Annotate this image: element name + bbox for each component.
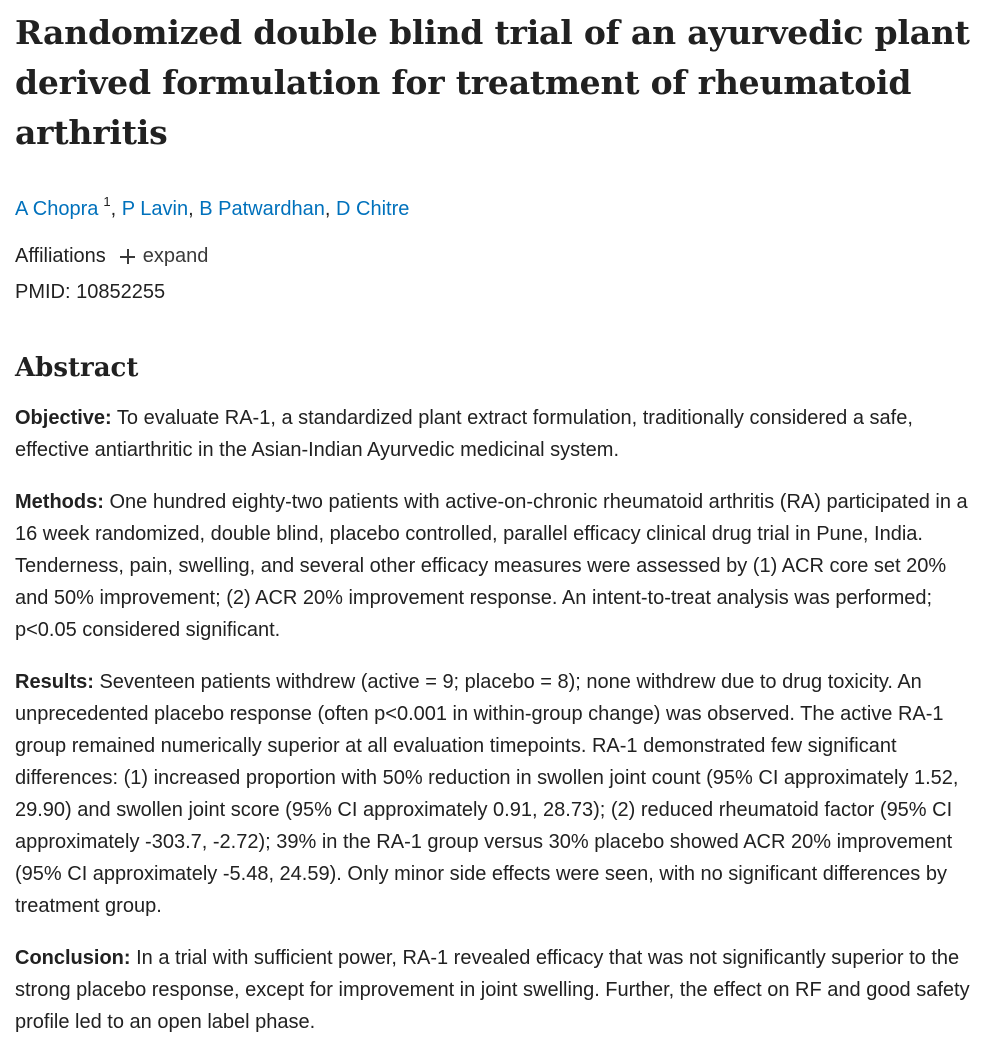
section-label: Objective:: [15, 407, 112, 429]
author-separator: ,: [324, 198, 336, 220]
author-separator: ,: [110, 198, 122, 220]
affiliation-sup[interactable]: 1: [103, 194, 111, 209]
pmid: PMID: 10852255: [15, 281, 166, 303]
author-link[interactable]: [15, 194, 111, 220]
author-link[interactable]: P Lavin: [121, 198, 189, 220]
expand-label: expand: [142, 245, 209, 267]
section-text: One hundred eighty-two patients with active-on-chronic rheumatoid arthritis (RA) participated in a 16 week randomized, double blind, placebo controlled, parallel efficacy clinical drug trial in Pune, India. Tenderness, pain, swelling, and several other efficacy measures were assessed by (1) ACR core set 20% and 50% improvement; (2) ACR 20% improvement response. An intent-to-treat analysis was performed; p<0.05 considered significant.: [15, 491, 968, 641]
affiliations-label: Affiliations: [15, 245, 106, 267]
abstract-heading: Abstract: [15, 353, 139, 383]
abstract-section-methods: [15, 486, 981, 646]
article-page: [15, 8, 981, 1058]
affiliations-expand-button[interactable]: [120, 242, 209, 270]
abstract-section-conclusion: [15, 942, 981, 1038]
section-label: Conclusion:: [15, 947, 131, 969]
abstract-section-objective: [15, 402, 981, 466]
section-text: To evaluate RA-1, a standardized plant extract formulation, traditionally considered a safe, effective antiarthritic in the Asian-Indian Ayurvedic medicinal system.: [15, 407, 913, 461]
author-separator: ,: [188, 198, 200, 220]
affiliations-row: [15, 242, 981, 270]
author-link[interactable]: B Patwardhan: [199, 198, 325, 220]
article-title: Randomized double blind trial of an ayurvedic plant derived formulation for treatment of rheumatoid arthritis: [15, 13, 970, 152]
section-text: Seventeen patients withdrew (active = 9; placebo = 8); none withdrew due to drug toxicity. An unprecedented placebo response (often p<0.001 in within-group change) was observed. The active RA-1 group remained numerically superior at all evaluation timepoints. RA-1 demonstrated few significant differences: (1) increased proportion with 50% reduction in swollen joint count (95% CI approximately 1.52, 29.90) and swollen joint score (95% CI approximately 0.91, 28.73); (2) reduced rheumatoid factor (95% CI approximately -303.7, -2.72); 39% in the RA-1 group versus 30% placebo showed ACR 20% improvement (95% CI approximately -5.48, 24.59). Only minor side effects were seen, with no significant differences by treatment group.: [15, 671, 959, 917]
author-name: A Chopra: [15, 198, 99, 220]
author-link[interactable]: D Chitre: [336, 198, 410, 220]
plus-icon: [120, 249, 135, 264]
section-text: In a trial with sufficient power, RA-1 revealed efficacy that was not significantly superior to the strong placebo response, except for improvement in joint swelling. Further, the effect on RF and good safety profile led to an open label phase.: [15, 947, 970, 1033]
abstract-section-results: [15, 666, 981, 922]
abstract-body: [15, 402, 981, 1038]
author-list: [15, 188, 981, 223]
section-label: Results:: [15, 671, 94, 693]
section-label: Methods:: [15, 491, 104, 513]
